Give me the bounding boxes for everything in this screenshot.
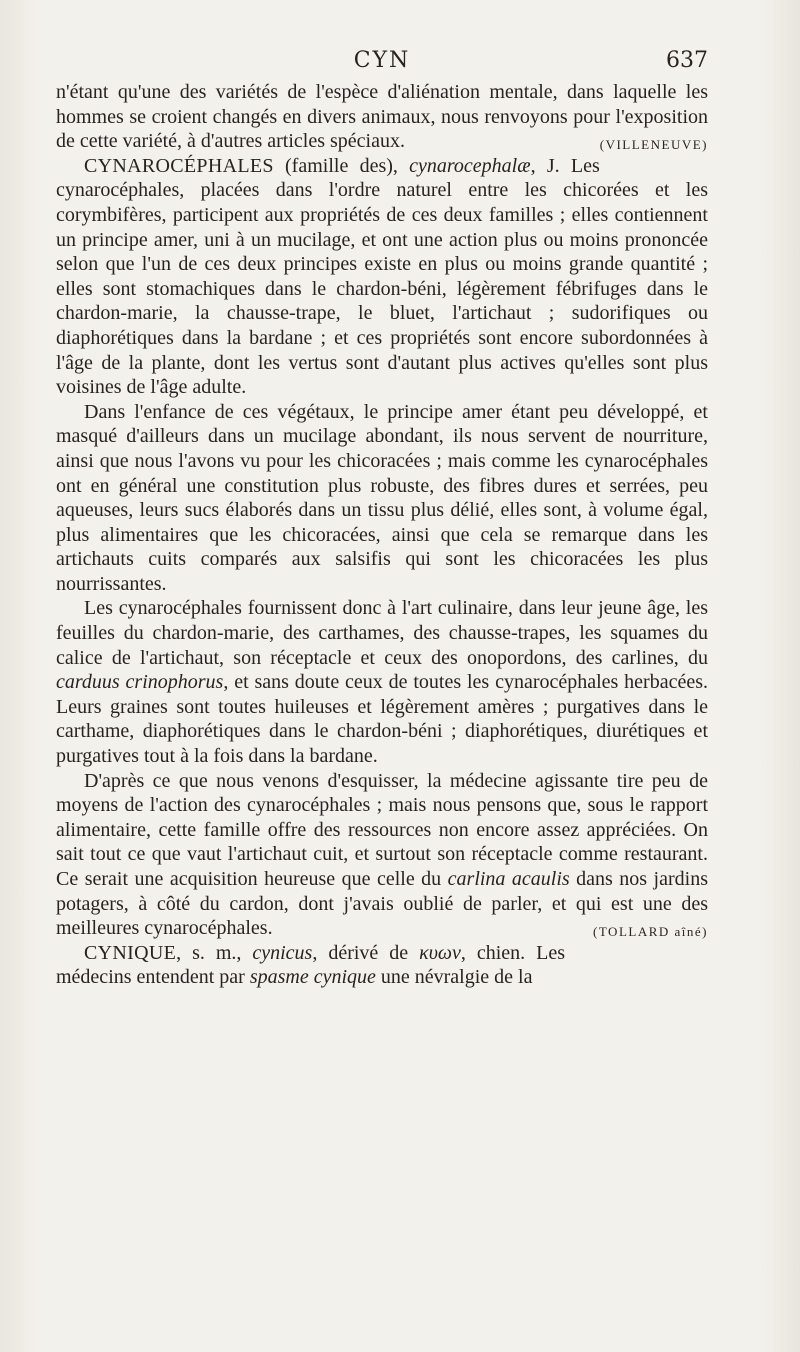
greek-term: κυων	[419, 941, 461, 964]
entry-headword: CYNIQUE	[84, 941, 177, 964]
latin-term: spasme cynique	[249, 966, 376, 989]
entry-headword: CYNAROCÉPHALES	[84, 154, 274, 177]
paragraph-text: n'étant qu'une des variétés de l'espèce d'aliénation mentale, dans laquelle les hommes se croient changés en divers animaux, nous renvoyons pour l'exposition de cette variété, à d'autres articles spéciaux.	[56, 81, 708, 153]
page-header	[56, 44, 708, 78]
running-head: CYN	[353, 48, 411, 73]
paragraph-text: D'après ce que nous venons d'esquisser, la médecine agissante tire peu de moyens de l'action des cynarocéphales ; mais nous pensons que, sous le rapport alimentaire, cette famille offre des ressources non encore assez appréciées. On sait tout ce que vaut l'artichaut cuit, et surtout son réceptacle comme restaurant. Ce serait une acquisition heureuse que celle du	[56, 769, 708, 890]
paragraph-text: , dérivé de	[312, 941, 420, 964]
paragraph	[56, 769, 708, 941]
paragraph-text: , s. m.,	[176, 941, 253, 964]
author-signature: (TOLLARD aîné)	[593, 924, 708, 940]
latin-term: cynicus	[252, 941, 313, 964]
page-number: 637	[666, 48, 708, 73]
latin-term: cynarocephalæ	[409, 154, 531, 177]
paragraph-text: , chien. Les médecins entendent par	[56, 941, 566, 989]
entry-cynarocephales	[56, 154, 708, 400]
entry-cynique	[56, 941, 708, 990]
paragraph-text: Dans l'enfance de ces végétaux, le principe amer étant peu développé, et masqué d'ailleurs dans un mucilage abondant, ils nous servent de nourriture, ainsi que nous l'avons vu pour les chicoracées ; mais comme les cynarocéphales ont en général une constitution plus robuste, des fibres dures et serrées, peu aqueuses, leurs sucs élaborés dans un tissu plus délié, elles sont, à volume égal, plus alimentaires que les chicoracées, ainsi que cela se remarque dans les artichauts cuits comparés aux salsifis qui sont les chicoracées les plus nourrissantes.	[56, 400, 708, 595]
paragraph-continuation	[56, 80, 708, 154]
latin-term: carlina acaulis	[447, 868, 570, 890]
paragraph-text: une névralgie de la	[375, 966, 533, 989]
latin-term: carduus crinophorus	[56, 671, 224, 694]
paragraph-text: dans nos jardins potagers, à côté du cardon, dont j'avais oublié de parler, et qui est une des meilleures cynarocéphales.	[56, 868, 708, 940]
entry-gloss: (famille des),	[273, 154, 410, 177]
paragraph	[56, 596, 708, 768]
author-signature: (VILLENEUVE)	[599, 137, 708, 153]
paragraph	[56, 400, 708, 597]
body-text	[56, 80, 708, 990]
paragraph-text: Les cynarocéphales fournissent donc à l'art culinaire, dans leur jeune âge, les feuilles du chardon-marie, des carthames, des chausse-trapes, les squames du calice de l'artichaut, son réceptacle et ceux des onopordons, des carlines, du	[56, 597, 708, 669]
paragraph-text: , et sans doute ceux de toutes les cynarocéphales herbacées. Leurs graines sont toutes huileuses et légèrement amères ; purgatives dans le carthame, diaphorétiques dans le chardon-béni ; diaphorétiques, diurétiques et purgatives tout à la fois dans la bardane.	[56, 671, 709, 768]
paragraph-text: Les cynarocéphales, placées dans l'ordre naturel entre les chicorées et les corymbifères, participent aux propriétés de ces deux familles ; elles contiennent un principe amer, uni à un mucilage, et ont une action plus ou moins prononcée selon que l'un de ces deux principes existe en plus ou moins grande quantité ; elles sont stomachiques dans le chardon-béni, légèrement fébrifuges dans le chardon-marie, la chausse-trape, le bluet, l'artichaut ; sudorifiques ou diaphorétiques dans la bardane ; et ces propriétés sont encore subordonnées à l'âge de la plante, dont les vertus sont d'autant plus actives qu'elles sont plus voisines de l'âge adulte.	[56, 154, 708, 399]
entry-authority: , J.	[530, 154, 560, 177]
